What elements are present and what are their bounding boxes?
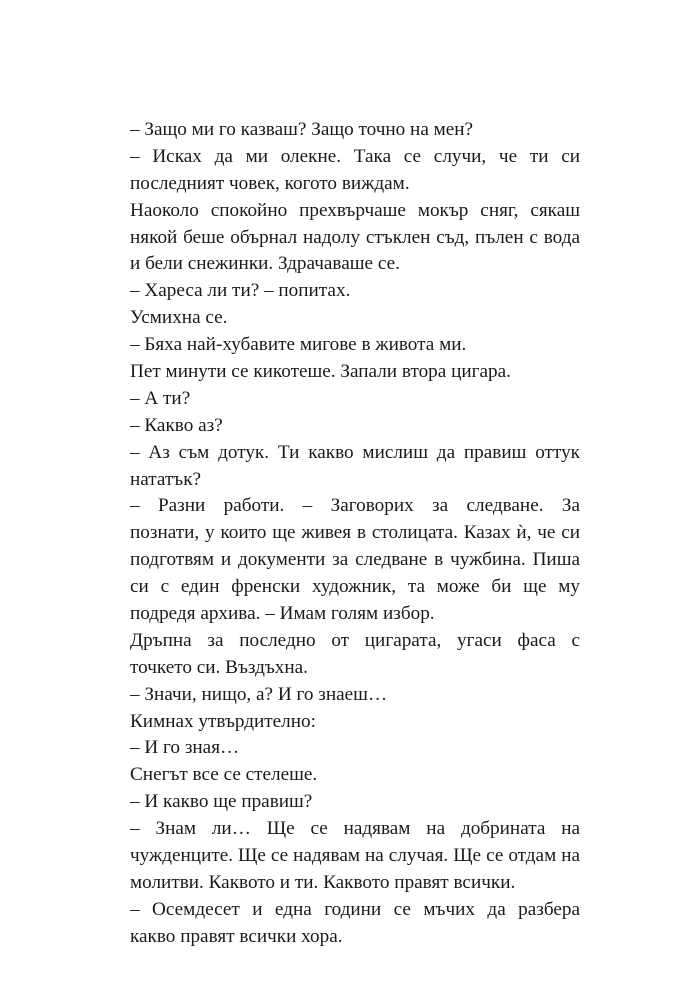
text-line: – Исках да ми олекне. Така се случи, че ти си <box>130 145 580 167</box>
text-line: Пет минути се кикотеше. Запали втора цигара. <box>130 361 511 383</box>
text-line: – И го зная… <box>130 737 240 759</box>
paragraph <box>130 493 580 627</box>
paragraph <box>130 386 580 413</box>
text-line: Снегът все се стелеше. <box>130 764 318 786</box>
text-line: Усмихна се. <box>130 307 228 329</box>
paragraph <box>130 440 580 494</box>
text-line: чужденците. Ще се надявам на случая. Ще се отдам на <box>130 845 580 867</box>
paragraph <box>130 816 580 897</box>
text-line: – А ти? <box>130 387 191 409</box>
paragraph <box>130 198 580 279</box>
paragraph <box>130 413 580 440</box>
body-text <box>130 117 580 951</box>
paragraph <box>130 305 580 332</box>
paragraph <box>130 789 580 816</box>
paragraph <box>130 144 580 198</box>
text-line: някой беше обърнал надолу стъклен съд, пълен с вода <box>130 226 580 248</box>
paragraph <box>130 332 580 359</box>
text-line: – Разни работи. – Заговорих за следване. За <box>130 495 580 517</box>
paragraph <box>130 735 580 762</box>
paragraph <box>130 628 580 682</box>
text-line: Дръпна за последно от цигарата, угаси фаса с <box>130 629 580 651</box>
text-line: и бели снежинки. Здрачаваше се. <box>130 253 400 275</box>
text-line: последният човек, когото виждам. <box>130 172 410 194</box>
text-line: – Осемдесет и една години се мъчих да разбера <box>130 898 580 920</box>
paragraph <box>130 762 580 789</box>
text-line: – Аз съм дотук. Ти какво мислиш да правиш оттук <box>130 441 580 463</box>
text-line: – Хареса ли ти? – попитах. <box>130 280 351 302</box>
text-line: нататък? <box>130 468 202 490</box>
text-line: – Защо ми го казваш? Защо точно на мен? <box>130 119 474 140</box>
text-line: молитви. Каквото и ти. Каквото правят всички. <box>130 871 516 893</box>
text-line: – Какво аз? <box>130 414 223 436</box>
text-line: подредя архива. – Имам голям избор. <box>130 603 435 625</box>
text-line: Наоколо спокойно прехвърчаше мокър сняг, сякаш <box>130 199 580 221</box>
text-line: точкето си. Въздъхна. <box>130 656 308 678</box>
text-line: какво правят всички хора. <box>130 925 343 947</box>
text-line: си с един френски художник, та може би ще му <box>130 576 580 598</box>
text-line: – Бяха най-хубавите мигове в живота ми. <box>130 334 467 356</box>
text-line: – Знам ли… Ще се надявам на добрината на <box>130 818 580 840</box>
paragraph <box>130 359 580 386</box>
paragraph <box>130 117 580 144</box>
paragraph <box>130 709 580 736</box>
text-line: – Значи, нищо, а? И го знаеш… <box>130 683 388 705</box>
paragraph <box>130 682 580 709</box>
text-line: – И какво ще правиш? <box>130 791 313 813</box>
text-line: подготвям и документи за следване в чужбина. Пиша <box>130 549 580 571</box>
paragraph <box>130 897 580 951</box>
text-line: познати, у които ще живея в столицата. Казах ѝ, че си <box>130 522 580 544</box>
paragraph <box>130 278 580 305</box>
text-line: Кимнах утвърдително: <box>130 710 316 732</box>
